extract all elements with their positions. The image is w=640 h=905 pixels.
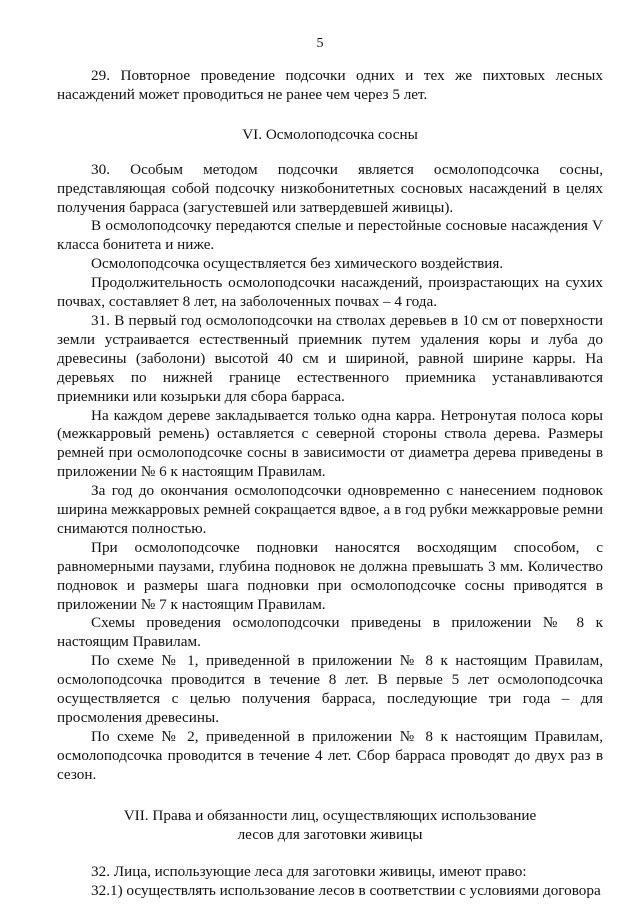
paragraph-32-1: 32.1) осуществлять использование лесов в соответствии с условиями договора — [91, 881, 601, 899]
paragraph-31-3: За год до окончания осмолоподсочки одновременно с нанесением подновок ширина межкарровых ремней сокращается вдвое, а в год рубки межкарровые ремни снимаются полностью. — [57, 482, 603, 537]
paragraph-31-2: На каждом дереве закладывается только одна карра. Нетронутая полоса коры (межкарровый ремень) оставляется с северной стороны ствола дерева. Размеры ремней при осмолоподсочке сосны в зависимости от диаметра дерева приведены в приложении № 6 к настоящим Правилам. — [57, 406, 603, 481]
paragraph-31-4: При осмолоподсочке подновки наносятся восходящим способом, с равномерными паузами, глубина подновок не должна превышать 3 мм. Количество подновок и размеры шага подновки при осмолоподсочке сосны приводятся в приложении № 7 к настоящим Правилам. — [57, 538, 603, 613]
paragraph-31-7: По схеме № 2, приведенной в приложении № 8 к настоящим Правилам, осмолоподсочка проводится в течение 4 лет. Сбор барраса проводят до двух раз в сезон. — [57, 727, 603, 783]
paragraph-30-1: 30. Особым методом подсочки является осмолоподсочка сосны, представляющая собой подсочку низкобонитетных сосновых насаждений в целях получения барраса (загустевшей или затвердевшей живицы). — [57, 160, 603, 216]
paragraph-29: 29. Повторное проведение подсочки одних и тех же пихтовых лесных насаждений может проводиться не ранее чем через 5 лет. — [57, 67, 603, 103]
section-6-heading: VI. Осмолоподсочка сосны — [242, 125, 418, 143]
paragraph-31-6: По схеме № 1, приведенной в приложении № 8 к настоящим Правилам, осмолоподсочка проводится в течение 8 лет. В первые 5 лет осмолоподсочка осуществляется с целью получения барраса, последующие три года – для просмоления древесины. — [57, 652, 603, 726]
paragraph-32: 32. Лица, использующие леса для заготовки живицы, имеют право: — [91, 862, 527, 880]
document-body — [57, 61, 603, 900]
section-7-heading — [57, 806, 603, 844]
paragraph-31-1: 31. В первый год осмолоподсочки на стволах деревьев в 10 см от поверхности земли устраивается естественный приемник путем удаления коры и луба до древесины (заболони) высотой 40 см и шириной, равной ширине карры. На деревьях по нижней границе естественного приемника устанавливаются приемники или козырьки для сбора барраса. — [57, 311, 603, 405]
page-number: 5 — [316, 36, 324, 51]
section-7-heading-line-2: лесов для заготовки живицы — [237, 825, 423, 843]
paragraph-30-2: В осмолоподсочку передаются спелые и перестойные сосновые насаждения V класса бонитета и ниже. — [57, 217, 603, 254]
section-7-heading-line-1: VII. Права и обязанности лиц, осуществляющих использование — [123, 806, 537, 824]
paragraph-30-3: Осмолоподсочка осуществляется без химического воздействия. — [91, 255, 504, 273]
paragraph-31-5: Схемы проведения осмолоподсочки приведены в приложении № 8 к настоящим Правилам. — [57, 614, 603, 651]
paragraph-30-4: Продолжительность осмолоподсочки насаждений, произрастающих на сухих почвах, составляет 8 лет, на заболоченных почвах – 4 года. — [57, 274, 603, 311]
